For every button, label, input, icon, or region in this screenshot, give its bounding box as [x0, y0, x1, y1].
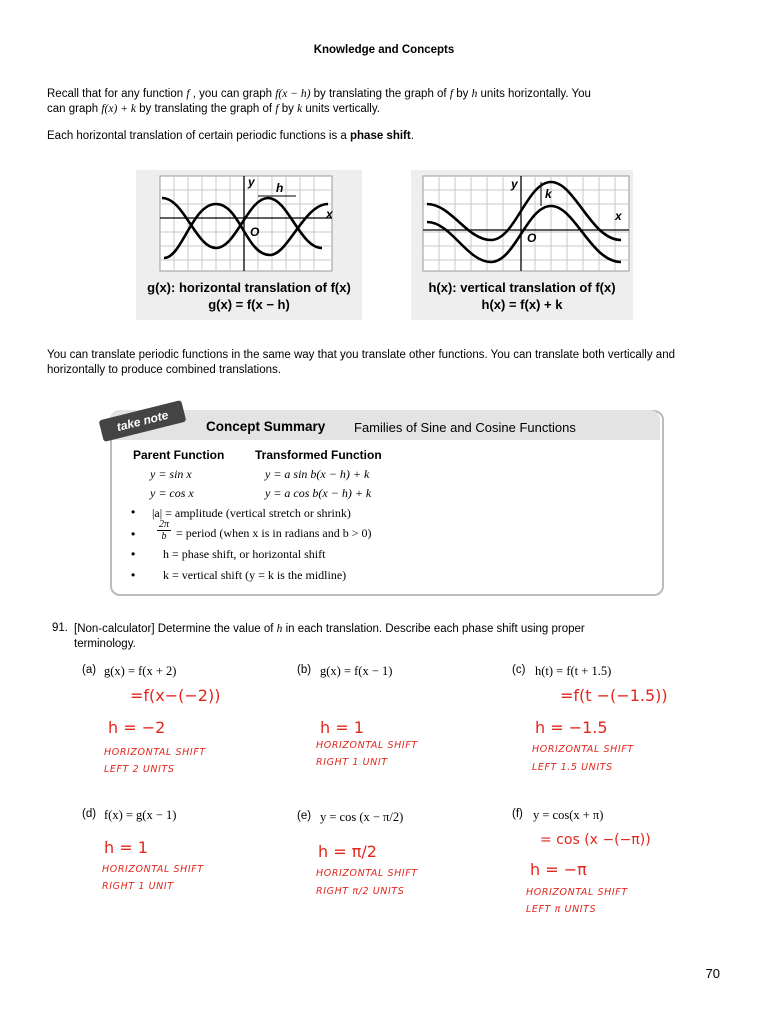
page-number: 70 [705, 966, 720, 981]
phase-shift-definition: Each horizontal translation of certain periodic functions is a phase shift. [47, 130, 414, 142]
part-e-work-2: HORIZONTAL SHIFT [316, 868, 418, 879]
part-d-equation: f(x) = g(x − 1) [104, 808, 177, 822]
part-d-work-2: HORIZONTAL SHIFT [102, 864, 204, 875]
part-f-work-4: LEFT π UNITS [526, 904, 597, 915]
concept-summary-title: Concept Summary [206, 419, 326, 434]
part-f-equation: y = cos(x + π) [533, 808, 604, 822]
part-d-work-1: h = 1 [104, 838, 148, 857]
part-c-label: (c) [512, 664, 526, 676]
part-a-work-2: h = −2 [108, 718, 166, 737]
horizontal-translation-figure [136, 170, 362, 320]
part-a-work-1: =f(x−(−2)) [130, 686, 221, 705]
period-fraction-numerator: 2π [158, 519, 169, 530]
transformed-sin: y = a sin b(x − h) + k [265, 467, 370, 481]
part-b-work-1: h = 1 [320, 718, 364, 737]
amplitude-note: |a| = amplitude (vertical stretch or shrink) [152, 506, 351, 520]
horizontal-caption-2: g(x) = f(x − h) [208, 297, 290, 312]
part-c-equation: h(t) = f(t + 1.5) [535, 664, 612, 678]
parent-function-header: Parent Function [133, 448, 225, 462]
transformed-function-header: Transformed Function [255, 448, 382, 462]
part-c-work-1: =f(t −(−1.5)) [560, 686, 668, 705]
k-label: k [545, 187, 552, 201]
part-d-work-3: RIGHT 1 UNIT [102, 881, 174, 892]
part-a-work-4: LEFT 2 UNITS [104, 764, 175, 775]
part-a-work-3: HORIZONTAL SHIFT [104, 747, 206, 758]
period-note: = period (when x is in radians and b > 0) [176, 526, 372, 540]
part-f-work-2: h = −π [530, 860, 587, 879]
y-axis-label: y [248, 175, 255, 189]
bullet-dot: • [131, 547, 136, 561]
bullet-dot: • [131, 568, 136, 582]
part-e-work-3: RIGHT π/2 UNITS [316, 886, 405, 897]
part-c-work-2: h = −1.5 [535, 718, 608, 737]
problem-number: 91. [52, 622, 68, 634]
part-f-work-3: HORIZONTAL SHIFT [526, 887, 628, 898]
part-b-label: (b) [297, 664, 312, 676]
part-c-work-3: HORIZONTAL SHIFT [532, 744, 634, 755]
parent-cos: y = cos x [150, 486, 194, 500]
intro-paragraph: Recall that for any function f , you can graph f(x − h) by translating the graph of f by h units horizontally. You can graph f(x) + k by translating the graph of f by k units vertically. [47, 88, 591, 115]
bullet-dot: • [131, 505, 136, 519]
part-e-equation: y = cos (x − π/2) [320, 810, 404, 824]
part-a-label: (a) [82, 664, 97, 676]
x-axis-label: x [326, 207, 333, 221]
part-b-equation: g(x) = f(x − 1) [320, 664, 393, 678]
vertical-caption-2: h(x) = f(x) + k [481, 297, 563, 312]
h-label: h [276, 181, 284, 195]
page-title: Knowledge and Concepts [313, 44, 455, 56]
problem-statement: [Non-calculator] Determine the value of h in each translation. Describe each phase shift using proper terminology. [74, 623, 585, 650]
horizontal-caption-1: g(x): horizontal translation of f(x) [147, 280, 351, 295]
phase-shift-note: h = phase shift, or horizontal shift [163, 547, 326, 561]
parent-sin: y = sin x [150, 467, 192, 481]
part-a-equation: g(x) = f(x + 2) [104, 664, 177, 678]
origin-label: O [527, 231, 537, 245]
part-b-work-3: RIGHT 1 UNIT [316, 757, 388, 768]
concept-summary-subtitle: Families of Sine and Cosine Functions [354, 420, 576, 435]
part-e-label: (e) [297, 810, 312, 822]
part-f-label: (f) [512, 808, 523, 820]
combined-translation-paragraph: You can translate periodic functions in the same way that you translate other functions. You can translate both vertically and horizontally to produce combined translations. [47, 349, 675, 376]
part-d-label: (d) [82, 808, 97, 820]
origin-label: O [250, 225, 260, 239]
take-note-badge: take note [99, 400, 187, 442]
transformed-cos: y = a cos b(x − h) + k [265, 486, 372, 500]
part-e-work-1: h = π/2 [318, 842, 377, 861]
y-axis-label: y [511, 177, 518, 191]
part-b-work-2: HORIZONTAL SHIFT [316, 740, 418, 751]
part-c-work-4: LEFT 1.5 UNITS [532, 762, 613, 773]
period-fraction-denominator: b [161, 531, 167, 542]
vertical-shift-note: k = vertical shift (y = k is the midline) [163, 568, 347, 582]
x-axis-label: x [615, 209, 622, 223]
vertical-translation-figure [411, 170, 633, 320]
vertical-caption-1: h(x): vertical translation of f(x) [428, 280, 616, 295]
bullet-dot: • [131, 527, 136, 541]
part-f-work-1: = cos (x −(−π)) [540, 832, 651, 848]
